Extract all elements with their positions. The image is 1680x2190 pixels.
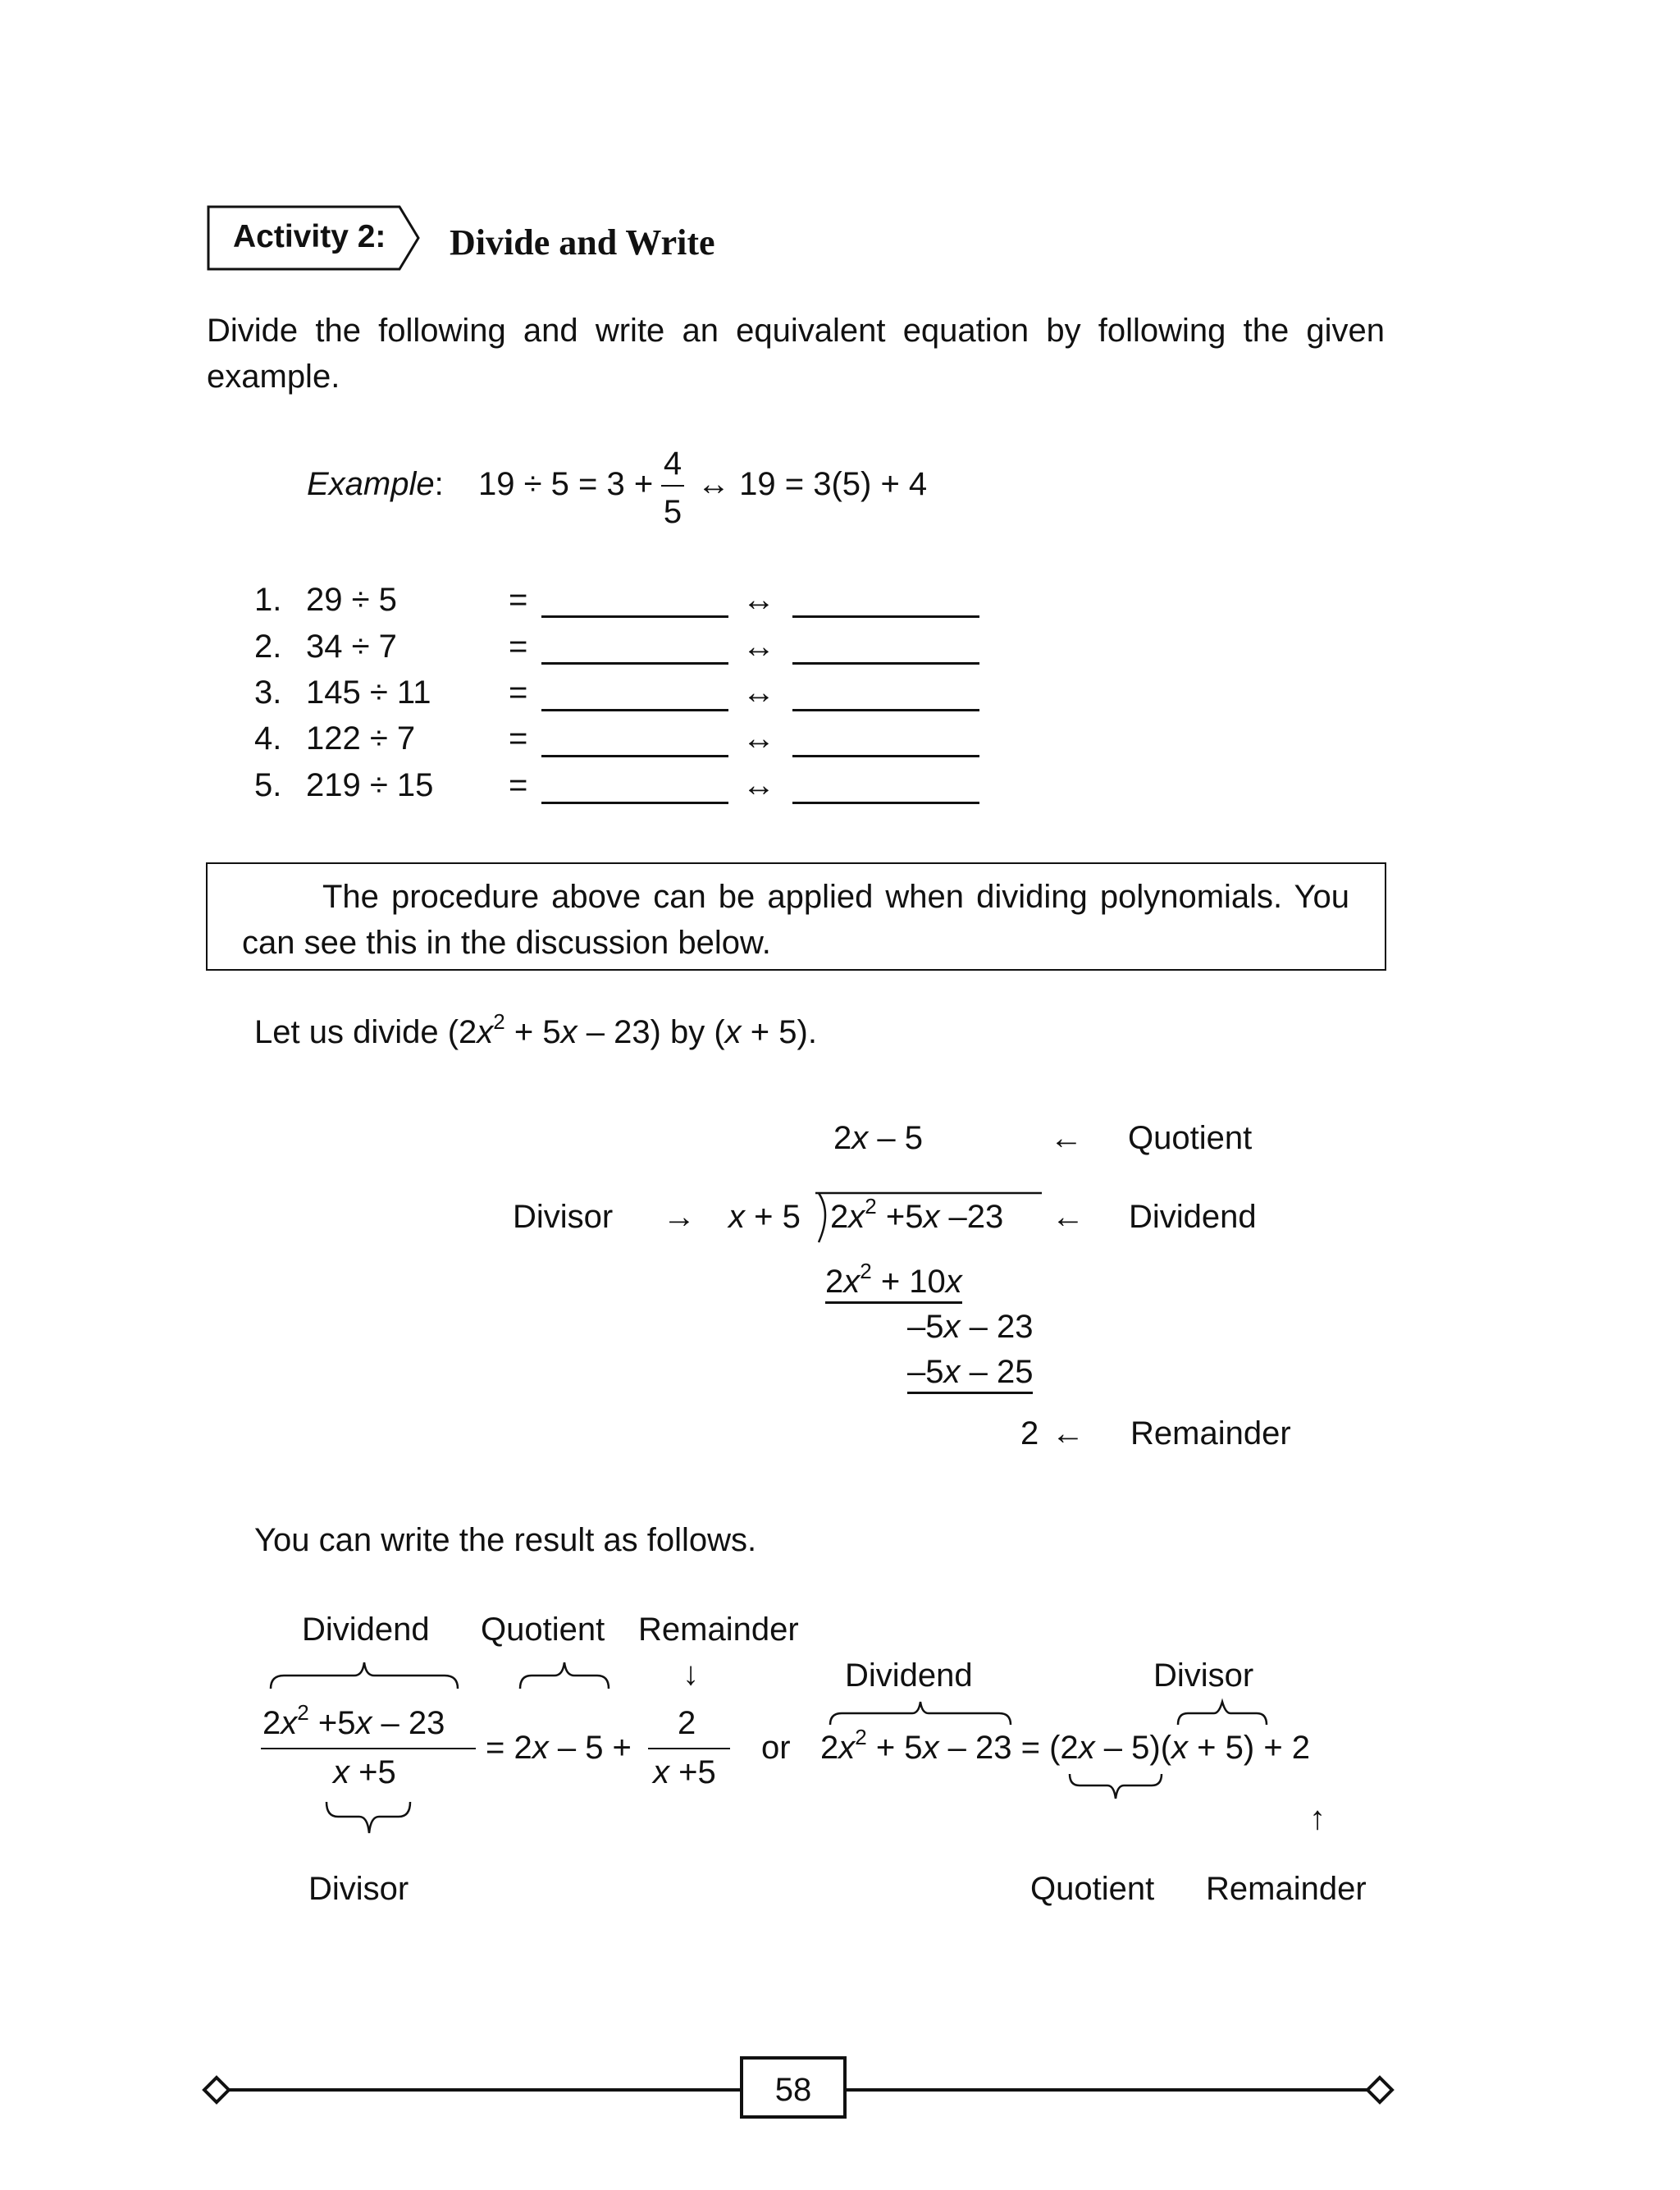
exercise-number: 4. (254, 720, 282, 757)
or-connector: or (761, 1730, 791, 1766)
remainder-label: Remainder (1130, 1415, 1291, 1452)
answer-blank-quotient[interactable] (541, 709, 728, 711)
exercise-arrow: ↔ (742, 767, 775, 803)
diamond-icon (1365, 2075, 1395, 2105)
dividend-label: Dividend (845, 1657, 973, 1694)
answer-blank-quotient[interactable] (541, 615, 728, 618)
division-equation: $2x^2 + 5x - 23 = (2x - 5)(x + 5) + 2$ (820, 1725, 1311, 1766)
exercise-number: 2. (254, 629, 282, 665)
quotient-brace (1066, 1771, 1165, 1804)
quotient-label: Quotient (1128, 1120, 1253, 1156)
remainder-denominator: x +5 (653, 1754, 716, 1790)
quotient-expression: 2x – 5 (833, 1120, 923, 1156)
answer-blank-equation[interactable] (792, 802, 979, 804)
remainder-label: Remainder (1206, 1871, 1367, 1907)
remainder-label: Remainder (638, 1612, 799, 1648)
divisor-label: Divisor (1153, 1657, 1254, 1694)
fraction-numerator: $2x^2 +5x - 23$ (262, 1700, 445, 1741)
dividend-label: Dividend (302, 1612, 430, 1648)
down-arrow-icon: ↓ (682, 1656, 699, 1692)
divisor-brace (1175, 1697, 1270, 1730)
exercise-equals: = (509, 720, 528, 757)
division-intro: Let us divide $(2x^2 + 5x - 23)$ by (x + 5). (254, 1009, 817, 1050)
page-number: 58 (774, 2072, 812, 2108)
division-step-difference: –5x – 23 (907, 1309, 1034, 1345)
instructions-text: Divide the following and write an equivalent equation by following the given example. (207, 313, 1385, 395)
division-step-subtract: –5x – 25 (907, 1356, 1033, 1388)
answer-blank-equation[interactable] (792, 709, 979, 711)
exercise-arrow: ↔ (742, 720, 775, 757)
answer-blank-quotient[interactable] (541, 755, 728, 757)
example-label: Example (307, 466, 435, 502)
example-rhs: ↔ 19 = 3(5) + 4 (697, 466, 928, 502)
dividend-label: Dividend (1129, 1199, 1257, 1235)
fraction-denominator: x +5 (333, 1754, 396, 1790)
note-text: The procedure above can be applied when dividing polynomials. You can see this in the discussion below. (242, 879, 1349, 961)
right-arrow-icon: → (663, 1199, 696, 1235)
divisor-brace (323, 1799, 413, 1845)
dividend-brace (267, 1656, 461, 1694)
left-arrow-icon: ← (1052, 1199, 1084, 1235)
exercise-expression: 122 ÷ 7 (306, 720, 416, 757)
remainder-value: 2 (1020, 1415, 1039, 1452)
activity-label: Activity 2: (233, 219, 386, 254)
answer-blank-equation[interactable] (792, 662, 979, 665)
exercise-equals: = (509, 629, 528, 665)
answer-blank-equation[interactable] (792, 615, 979, 618)
quotient-label: Quotient (1030, 1871, 1155, 1907)
exercise-arrow: ↔ (742, 582, 775, 618)
exercise-arrow: ↔ (742, 629, 775, 665)
quotient-brace (517, 1656, 612, 1694)
exercise-expression: 34 ÷ 7 (306, 629, 397, 665)
exercise-number: 3. (254, 674, 282, 711)
left-arrow-icon: ← (1052, 1415, 1084, 1452)
dividend-expression: $2x^2 +5x$ –23 (830, 1194, 1004, 1235)
up-arrow-icon: ↑ (1309, 1800, 1326, 1836)
divisor-label: Divisor (513, 1199, 614, 1235)
fraction-bar (261, 1748, 476, 1749)
example-colon: : (434, 466, 444, 502)
answer-blank-quotient[interactable] (541, 802, 728, 804)
exercise-number: 5. (254, 767, 282, 803)
division-step-product: $2x^2 + 10x$ (825, 1265, 962, 1298)
exercise-expression: 145 ÷ 11 (306, 674, 431, 711)
answer-blank-equation[interactable] (792, 755, 979, 757)
diamond-icon (202, 2075, 231, 2105)
quotient-sum: = 2x – 5 + (486, 1730, 632, 1766)
quotient-label: Quotient (481, 1612, 605, 1648)
activity-title: Divide and Write (450, 222, 715, 263)
exercise-arrow: ↔ (742, 674, 775, 711)
result-intro: You can write the result as follows. (254, 1522, 757, 1558)
example-denominator: 5 (663, 494, 682, 530)
remainder-numerator: 2 (678, 1705, 696, 1741)
exercise-equals: = (509, 582, 528, 618)
example-numerator: 4 (663, 446, 682, 482)
example-fraction-bar (661, 485, 684, 487)
exercise-expression: 29 ÷ 5 (306, 582, 397, 618)
left-arrow-icon: ← (1050, 1120, 1083, 1156)
divisor-expression: x + 5 (728, 1199, 801, 1235)
answer-blank-quotient[interactable] (541, 662, 728, 665)
exercise-expression: 219 ÷ 15 (306, 767, 434, 803)
remainder-fraction-bar (648, 1748, 730, 1749)
exercise-number: 1. (254, 582, 282, 618)
example-lhs: 19 ÷ 5 = 3 + (478, 466, 654, 502)
exercise-equals: = (509, 767, 528, 803)
exercise-equals: = (509, 674, 528, 711)
divisor-label: Divisor (308, 1871, 409, 1907)
